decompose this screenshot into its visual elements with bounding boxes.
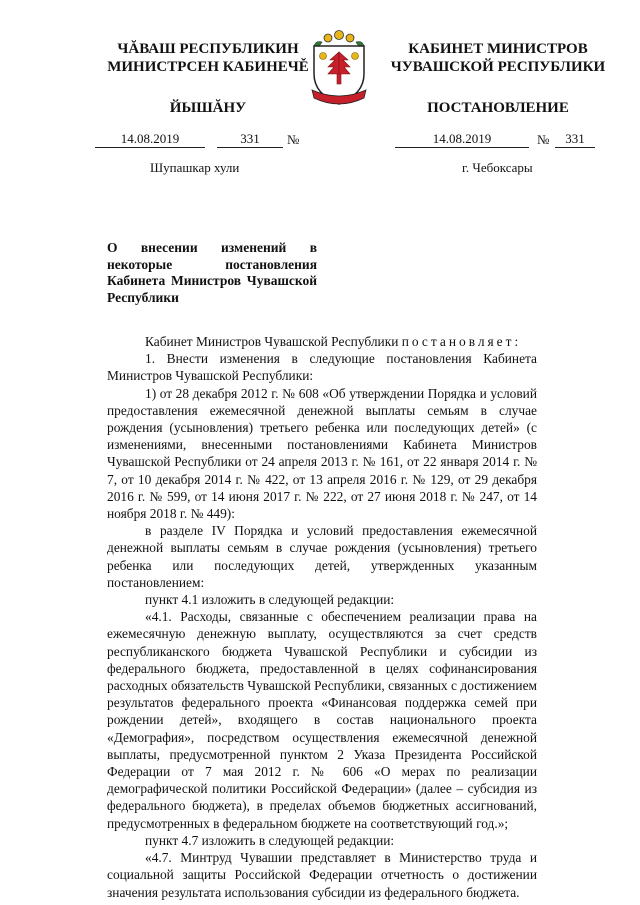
doc-type-left: ЙЫШĂНУ [169, 100, 247, 116]
header-right-line2: ЧУВАШСКОЙ РЕСПУБЛИКИ [390, 59, 606, 75]
document-subject: О внесении изменений в некоторые постановления Кабинета Министров Чувашской Республики [107, 240, 317, 305]
body-paragraph-3: в разделе IV Порядка и условий предоставления ежемесячной денежной выплаты семьям в случае рождения (усыновления) третьего ребенка или последующих детей, утвержденных указанным постановлением: [107, 523, 537, 590]
date-left: 14.08.2019 [95, 131, 205, 148]
header-left-line2: МИНИСТРСЕН КАБИНЕЧĚ [107, 59, 309, 75]
intro-spaced: постановляет: [401, 334, 522, 349]
date-right: 14.08.2019 [395, 131, 529, 148]
body-paragraph-2: 1) от 28 декабря 2012 г. № 608 «Об утверждении Порядка и условий предоставления ежемесячной денежной выплаты семьям в случае рождения (усыновления) третьего ребенка или последующих детей» (с изменениями, внесенными постановлениями Кабинета Министров Чувашской Республики от 24 апреля 2013 г. № 161, от 22 января 2014 г. № 7, от 10 декабря 2014 г. № 422, от 13 апреля 2016 г. № 129, от 29 декабря 2016 г. № 599, от 14 июня 2017 г. № 222, от 27 июня 2018 г. № 247, от 14 ноября 2018 г. № 449): [107, 385, 537, 522]
number-left: 331 [217, 131, 283, 148]
header-left-line1: ЧĂВАШ РЕСПУБЛИКИН [117, 41, 299, 57]
number-right: 331 [555, 131, 595, 148]
intro-prefix: Кабинет Министров Чувашской Республики [145, 334, 399, 349]
place-left: Шупашкар хули [150, 160, 240, 175]
body-paragraph-7: «4.7. Минтруд Чувашии представляет в Министерство труда и социальной защиты Российской Федерации отчетность о достижении значения результата использования субсидии из федерального бюджета. [107, 850, 537, 900]
number-line-left [95, 130, 330, 148]
chuvash-coat-of-arms-icon [304, 30, 374, 108]
body-paragraph-6: пункт 4.7 изложить в следующей редакции: [145, 832, 395, 848]
body-intro [107, 333, 537, 350]
number-sign-right: № [537, 132, 550, 147]
doc-type-right: ПОСТАНОВЛЕНИЕ [427, 100, 569, 116]
body-paragraph-5: «4.1. Расходы, связанные с обеспечением реализации права на ежемесячную денежную выплату, осуществляются за счет средств республиканского бюджета Чувашской Республики и субсидии из федерального бюджета, предоставленной в целях софинансирования расходных обязательств Чувашской Республики, связанных с достижением результатов федерального проекта «Финансовая поддержка семей при рождении детей», входящего в состав национального проекта «Демография», посредством осуществления ежемесячной денежной выплаты, предусмотренной пунктом 2 Указа Президента Российской Федерации от 7 мая 2012 г. № 606 «О мерах по реализации демографической политики Российской Федерации» (далее – субсидия из федерального бюджета), в пределах объемов бюджетных ассигнований, предусмотренных в федеральном бюджете на соответствующий год.»; [107, 609, 537, 831]
body-paragraph-1: 1. Внести изменения в следующие постановления Кабинета Министров Чувашской Республики: [107, 351, 537, 384]
number-sign-left: № [287, 132, 300, 147]
header-right-line1: КАБИНЕТ МИНИСТРОВ [408, 41, 588, 57]
body-paragraph-4: пункт 4.1 изложить в следующей редакции: [145, 592, 395, 608]
number-line-right [395, 130, 615, 148]
document-body [107, 333, 537, 901]
header-left [88, 40, 328, 76]
header-right [388, 40, 608, 76]
place-right: г. Чебоксары [462, 160, 533, 175]
